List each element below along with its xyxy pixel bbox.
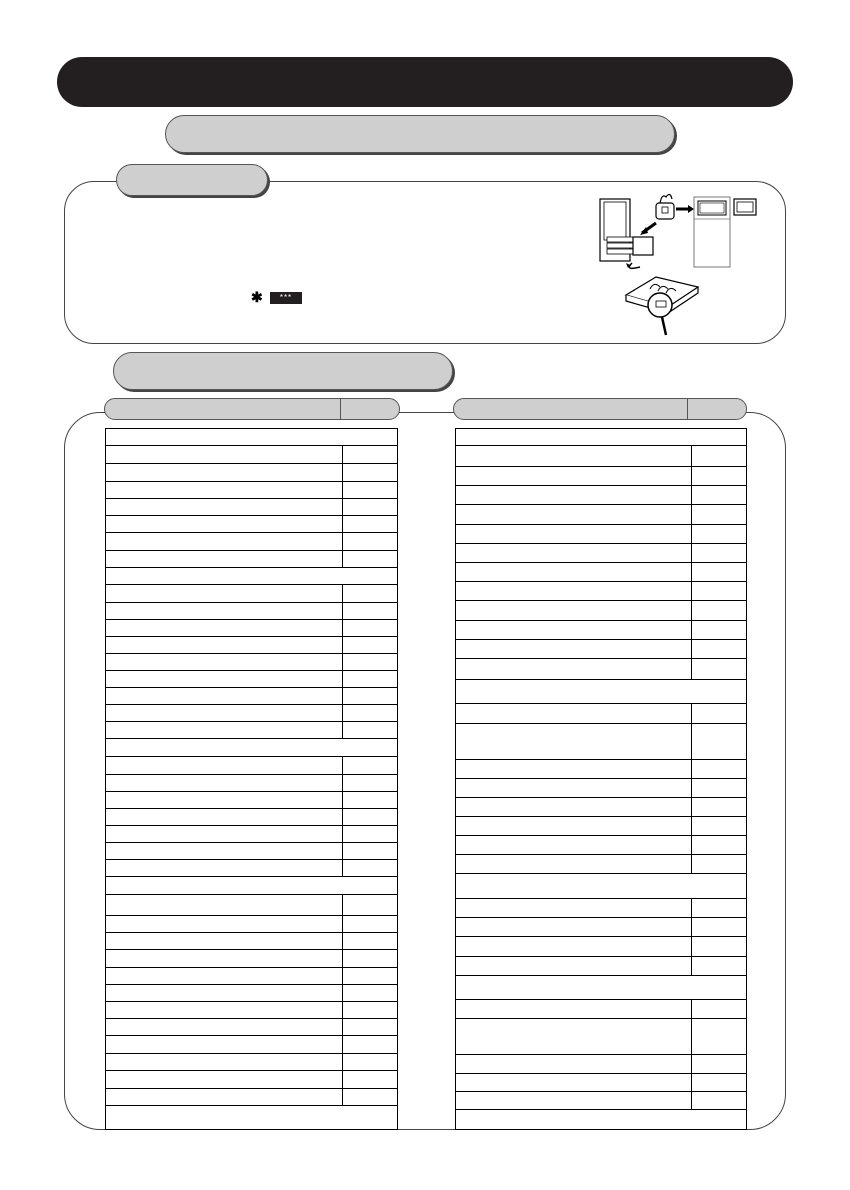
table-row bbox=[456, 917, 746, 937]
table-cell-value bbox=[342, 791, 397, 808]
table-cell-label bbox=[106, 498, 342, 515]
table-cell-value bbox=[691, 562, 746, 581]
table-cell-label bbox=[456, 543, 691, 562]
magnifier-icon bbox=[626, 277, 698, 335]
table-cell-value bbox=[691, 504, 746, 524]
table-row bbox=[456, 1054, 746, 1074]
table-row bbox=[456, 620, 746, 640]
table-cell-label bbox=[106, 1070, 342, 1088]
table-row bbox=[456, 835, 746, 855]
table-cell-label bbox=[106, 463, 342, 481]
table-row bbox=[106, 550, 397, 568]
table-row bbox=[456, 936, 746, 957]
table-cell-value bbox=[342, 1053, 397, 1070]
table-cell-value bbox=[691, 1054, 746, 1073]
table-cell-value bbox=[691, 778, 746, 797]
table-cell-label bbox=[106, 550, 342, 567]
left-column-header-value bbox=[341, 399, 399, 419]
table-cell-value bbox=[691, 581, 746, 600]
table-cell-value bbox=[691, 759, 746, 778]
table-cell-label bbox=[106, 429, 397, 445]
table-cell-label bbox=[106, 1035, 342, 1053]
table-cell-label bbox=[106, 1053, 342, 1070]
table-row bbox=[456, 854, 746, 874]
appliance-illustration bbox=[590, 185, 770, 345]
table-cell-label bbox=[456, 1073, 691, 1091]
table-cell-label bbox=[106, 808, 342, 825]
table-cell-value bbox=[342, 967, 397, 984]
fridge-door-icon bbox=[600, 199, 656, 268]
table-cell-label bbox=[106, 704, 342, 721]
table-row bbox=[106, 687, 397, 705]
table-cell-label bbox=[456, 797, 691, 816]
table-cell-value bbox=[691, 466, 746, 485]
table-cell-label bbox=[106, 984, 342, 1001]
table-cell-value bbox=[691, 485, 746, 504]
table-row bbox=[106, 602, 397, 620]
table-row bbox=[456, 524, 746, 544]
table-row bbox=[106, 619, 397, 637]
table-row bbox=[106, 932, 397, 950]
table-cell-value bbox=[691, 1073, 746, 1091]
table-cell-label bbox=[106, 1001, 342, 1018]
table-cell-label bbox=[456, 936, 691, 956]
table-cell-value bbox=[342, 842, 397, 859]
table-cell-label bbox=[456, 703, 691, 723]
left-data-table bbox=[105, 428, 398, 1130]
table-cell-value bbox=[691, 658, 746, 679]
table-cell-label bbox=[106, 721, 342, 738]
table-cell-label bbox=[106, 653, 342, 670]
table-section-row bbox=[456, 873, 746, 899]
right-column-header-label bbox=[454, 399, 688, 419]
table-row bbox=[106, 774, 397, 792]
right-column-header-value bbox=[688, 399, 746, 419]
table-row bbox=[456, 999, 746, 1019]
table-cell-value bbox=[342, 584, 397, 602]
table-row bbox=[456, 797, 746, 817]
table-cell-label bbox=[106, 445, 342, 463]
table-cell-value bbox=[342, 445, 397, 463]
table-cell-value bbox=[342, 481, 397, 498]
table-row bbox=[456, 1018, 746, 1055]
table-cell-value bbox=[691, 835, 746, 854]
info-panel-tab bbox=[116, 164, 268, 196]
table-row bbox=[456, 658, 746, 680]
table-cell-value bbox=[342, 550, 397, 567]
table-cell-value bbox=[691, 524, 746, 543]
table-row bbox=[106, 967, 397, 985]
table-cell-label bbox=[106, 515, 342, 532]
table-cell-label bbox=[106, 932, 342, 949]
table-cell-value bbox=[342, 984, 397, 1001]
table-cell-value bbox=[691, 723, 746, 759]
table-row bbox=[106, 636, 397, 654]
table-cell-label bbox=[456, 999, 691, 1018]
hand-icon bbox=[656, 194, 674, 219]
table-cell-value bbox=[691, 1091, 746, 1109]
table-cell-label bbox=[456, 975, 746, 999]
table-row bbox=[456, 581, 746, 601]
table-row bbox=[106, 1018, 397, 1036]
table-cell-label bbox=[106, 876, 397, 894]
table-row bbox=[106, 1001, 397, 1019]
table-cell-value bbox=[342, 515, 397, 532]
table-cell-value bbox=[342, 1018, 397, 1035]
table-row bbox=[106, 842, 397, 860]
table-cell-label bbox=[106, 619, 342, 636]
table-cell-label bbox=[106, 842, 342, 859]
table-cell-label bbox=[106, 949, 342, 967]
table-row bbox=[456, 759, 746, 779]
table-row bbox=[456, 778, 746, 798]
table-cell-value bbox=[342, 894, 397, 915]
table-row bbox=[106, 859, 397, 877]
table-cell-label bbox=[106, 602, 342, 619]
table-row bbox=[106, 1070, 397, 1089]
table-row bbox=[456, 723, 746, 760]
table-cell-value bbox=[691, 797, 746, 816]
table-cell-value bbox=[342, 808, 397, 825]
table-cell-label bbox=[456, 658, 691, 679]
table-cell-value bbox=[342, 463, 397, 481]
table-cell-value bbox=[342, 932, 397, 949]
table-cell-label bbox=[106, 967, 342, 984]
table-cell-value bbox=[342, 619, 397, 636]
table-cell-label bbox=[106, 1088, 342, 1105]
table-section-row bbox=[456, 975, 746, 1000]
table-cell-label bbox=[106, 670, 342, 687]
table-cell-label bbox=[106, 584, 342, 602]
table-cell-value bbox=[342, 1001, 397, 1018]
table-cell-value bbox=[691, 917, 746, 936]
table-row bbox=[456, 1091, 746, 1110]
right-column-header bbox=[453, 398, 747, 420]
table-cell-label bbox=[106, 687, 342, 704]
table-row bbox=[106, 984, 397, 1002]
table-cell-label bbox=[456, 956, 691, 975]
subtitle-bar bbox=[165, 115, 675, 153]
section-title-bar bbox=[113, 352, 453, 390]
table-cell-label bbox=[106, 859, 342, 876]
table-cell-label bbox=[106, 636, 342, 653]
table-row bbox=[106, 808, 397, 826]
table-cell-label bbox=[106, 774, 342, 791]
table-row bbox=[456, 703, 746, 724]
table-cell-label bbox=[456, 466, 691, 485]
table-cell-value bbox=[342, 653, 397, 670]
table-row bbox=[106, 949, 397, 968]
table-cell-label bbox=[106, 567, 397, 584]
table-cell-label bbox=[456, 562, 691, 581]
title-bar bbox=[57, 57, 793, 107]
freezer-rating-badge: *** bbox=[270, 292, 302, 304]
table-row bbox=[106, 791, 397, 809]
table-cell-label bbox=[456, 1091, 691, 1109]
table-row bbox=[456, 1073, 746, 1092]
table-row bbox=[106, 1053, 397, 1071]
table-row bbox=[106, 915, 397, 933]
table-row bbox=[106, 1088, 397, 1106]
table-row bbox=[106, 756, 397, 775]
table-cell-label bbox=[106, 894, 342, 915]
table-section-row bbox=[456, 679, 746, 704]
table-cell-label bbox=[456, 1018, 691, 1054]
table-cell-value bbox=[691, 898, 746, 917]
table-row bbox=[106, 463, 397, 482]
table-cell-value bbox=[342, 532, 397, 550]
table-cell-label bbox=[456, 759, 691, 778]
table-row bbox=[106, 584, 397, 603]
table-section-row bbox=[106, 738, 397, 757]
table-cell-label bbox=[456, 1054, 691, 1073]
table-cell-value bbox=[691, 999, 746, 1018]
table-cell-value bbox=[691, 703, 746, 723]
right-data-table bbox=[455, 428, 747, 1130]
table-cell-value bbox=[342, 859, 397, 876]
table-row bbox=[456, 504, 746, 525]
table-section-row bbox=[456, 429, 746, 446]
table-cell-label bbox=[106, 791, 342, 808]
table-cell-label bbox=[106, 1018, 342, 1035]
table-cell-value bbox=[342, 602, 397, 619]
table-cell-label bbox=[456, 429, 746, 445]
snowflake-star-icon: ✱ bbox=[251, 289, 263, 305]
table-cell-value bbox=[691, 854, 746, 873]
table-row bbox=[106, 445, 397, 464]
table-cell-value bbox=[691, 620, 746, 639]
table-cell-label bbox=[456, 723, 691, 759]
table-cell-label bbox=[106, 756, 342, 774]
table-cell-value bbox=[342, 825, 397, 842]
table-row bbox=[456, 600, 746, 621]
table-cell-value bbox=[342, 704, 397, 721]
table-row bbox=[456, 816, 746, 836]
table-cell-value bbox=[342, 915, 397, 932]
table-cell-label bbox=[456, 816, 691, 835]
table-cell-value bbox=[342, 756, 397, 774]
table-row bbox=[456, 898, 746, 918]
table-cell-value bbox=[342, 949, 397, 967]
table-row bbox=[106, 481, 397, 499]
table-cell-value bbox=[691, 639, 746, 658]
table-cell-label bbox=[456, 898, 691, 917]
table-row bbox=[106, 653, 397, 671]
table-cell-value bbox=[691, 956, 746, 975]
table-cell-value bbox=[691, 1018, 746, 1054]
left-column-header bbox=[104, 398, 400, 420]
table-section-row bbox=[106, 876, 397, 895]
table-cell-value bbox=[342, 636, 397, 653]
table-cell-label bbox=[456, 504, 691, 524]
table-cell-value bbox=[342, 1035, 397, 1053]
table-cell-value bbox=[691, 543, 746, 562]
table-cell-value bbox=[342, 498, 397, 515]
table-cell-label bbox=[456, 581, 691, 600]
table-cell-value bbox=[342, 670, 397, 687]
table-cell-label bbox=[456, 639, 691, 658]
table-cell-value bbox=[342, 721, 397, 738]
table-row bbox=[106, 532, 397, 551]
table-cell-value bbox=[691, 445, 746, 466]
left-column-header-label bbox=[105, 399, 341, 419]
table-cell-label bbox=[456, 679, 746, 703]
table-cell-label bbox=[456, 778, 691, 797]
table-row bbox=[106, 825, 397, 843]
table-cell-label bbox=[456, 917, 691, 936]
table-cell-value bbox=[342, 1088, 397, 1105]
table-cell-label bbox=[106, 915, 342, 932]
table-row bbox=[106, 721, 397, 739]
table-row bbox=[106, 498, 397, 516]
table-cell-label bbox=[456, 835, 691, 854]
table-cell-label bbox=[456, 873, 746, 898]
table-cell-value bbox=[691, 600, 746, 620]
table-cell-label bbox=[456, 600, 691, 620]
table-cell-label bbox=[106, 481, 342, 498]
table-row bbox=[456, 562, 746, 582]
table-cell-value bbox=[691, 816, 746, 835]
table-row bbox=[106, 670, 397, 688]
table-section-row bbox=[106, 567, 397, 585]
table-cell-label bbox=[456, 620, 691, 639]
table-row bbox=[456, 485, 746, 505]
table-cell-label bbox=[456, 854, 691, 873]
table-row bbox=[106, 704, 397, 722]
table-cell-value bbox=[342, 1070, 397, 1088]
table-row bbox=[456, 543, 746, 563]
table-row bbox=[456, 956, 746, 976]
table-cell-label bbox=[456, 524, 691, 543]
table-section-row bbox=[106, 429, 397, 446]
table-row bbox=[106, 515, 397, 533]
table-cell-value bbox=[342, 774, 397, 791]
rating-plate-icon bbox=[694, 197, 756, 267]
table-cell-label bbox=[106, 825, 342, 842]
table-cell-label bbox=[106, 532, 342, 550]
table-row bbox=[456, 466, 746, 486]
table-cell-label bbox=[456, 445, 691, 466]
table-cell-value bbox=[342, 687, 397, 704]
table-cell-label bbox=[106, 738, 397, 756]
table-row bbox=[456, 445, 746, 467]
table-row bbox=[106, 894, 397, 916]
info-panel-text bbox=[90, 205, 550, 325]
table-row bbox=[456, 639, 746, 659]
table-cell-label bbox=[456, 485, 691, 504]
table-row bbox=[106, 1035, 397, 1054]
table-cell-value bbox=[691, 936, 746, 956]
